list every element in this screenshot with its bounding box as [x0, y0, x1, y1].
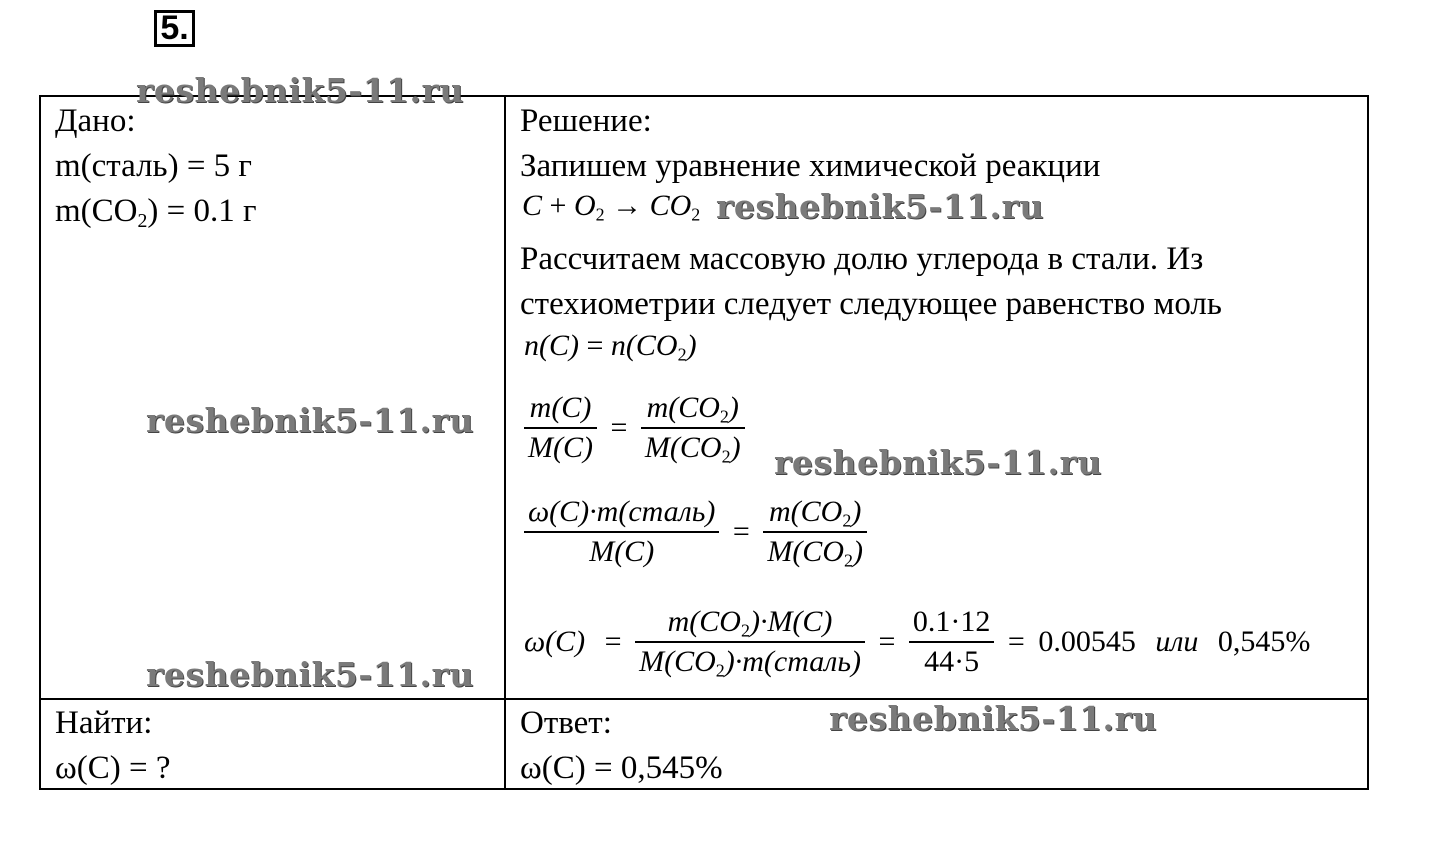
solution-text-reaction: Запишем уравнение химической реакции [520, 148, 1101, 184]
mass-ratio-equation: $\frac{m(C)}{M(C)}$ = $\frac{m(CO_2)}{M(CO_2)}$ [524, 389, 745, 467]
find-heading: Найти: [55, 705, 153, 741]
watermark: reshebnik5-11.ru [136, 71, 464, 110]
solution-cell [520, 99, 1360, 189]
moles-equality: $n(C) = n(CO_2)$ [524, 329, 697, 365]
given-cell [55, 99, 257, 234]
solution-text-stoichiometry: стехиометрии следует следующее равенство моль [520, 286, 1222, 322]
column-divider [504, 97, 506, 788]
watermark: reshebnik5-11.ru [146, 655, 474, 694]
watermark: reshebnik5-11.ru [829, 699, 1157, 738]
find-cell [55, 701, 170, 791]
row-divider [41, 698, 1367, 700]
given-steel-mass: m(сталь) = 5 г [55, 148, 252, 184]
answer-cell [520, 701, 723, 791]
find-unknown: ω(C) = ? [55, 750, 171, 786]
problem-number: 5. [154, 10, 195, 47]
solution-heading: Решение: [520, 103, 652, 139]
answer-heading: Ответ: [520, 705, 612, 741]
reaction-equation: $C + O_2 \to CO_2$ [522, 189, 701, 225]
result-equation: ω(C) = $\frac{m(CO_2)\cdot M(C)}{M(CO_2)\cdot m(сталь)}$ = $\frac{0.1\cdot 12}{44\cdot 5}$ = 0.00545 или 0,545% [524, 605, 1311, 681]
given-heading: Дано: [55, 103, 136, 139]
mass-fraction-equation: $\frac{\text{ω(C)·m(сталь)}}{M(C)}$ = $\frac{m(CO_2)}{M(CO_2)}$ [524, 493, 867, 571]
watermark: reshebnik5-11.ru [146, 401, 474, 440]
solution-text-fraction: Рассчитаем массовую долю углерода в стали. Из [520, 241, 1204, 277]
answer-value: ω(C) = 0,545% [520, 750, 723, 786]
watermark: reshebnik5-11.ru [716, 187, 1044, 226]
watermark: reshebnik5-11.ru [774, 443, 1102, 482]
given-co2-mass: $m(CO_2) = 0.1$ г [55, 193, 257, 232]
solution-explanation [520, 237, 1360, 327]
